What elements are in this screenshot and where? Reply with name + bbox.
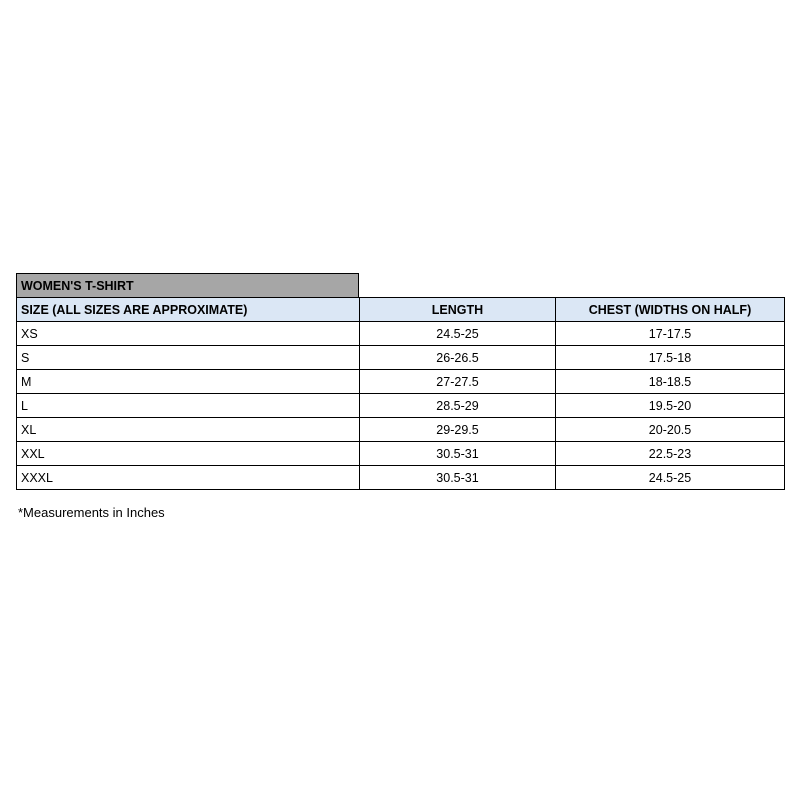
table-title: WOMEN'S T-SHIRT	[16, 273, 359, 297]
table-header-row	[17, 298, 785, 322]
table-row	[17, 466, 785, 490]
cell-chest: 17.5-18	[556, 346, 785, 370]
size-chart-table	[16, 297, 785, 490]
cell-chest: 19.5-20	[556, 394, 785, 418]
cell-length: 30.5-31	[360, 466, 556, 490]
table-row	[17, 322, 785, 346]
cell-size: L	[17, 394, 360, 418]
cell-chest: 20-20.5	[556, 418, 785, 442]
cell-size: XXXL	[17, 466, 360, 490]
cell-size: XL	[17, 418, 360, 442]
cell-size: S	[17, 346, 360, 370]
table-row	[17, 370, 785, 394]
cell-length: 29-29.5	[360, 418, 556, 442]
cell-chest: 17-17.5	[556, 322, 785, 346]
header-size: SIZE (ALL SIZES ARE APPROXIMATE)	[17, 298, 360, 322]
table-row	[17, 346, 785, 370]
cell-length: 24.5-25	[360, 322, 556, 346]
table-row	[17, 442, 785, 466]
cell-length: 30.5-31	[360, 442, 556, 466]
header-chest: CHEST (WIDTHS ON HALF)	[556, 298, 785, 322]
cell-chest: 22.5-23	[556, 442, 785, 466]
table-row	[17, 418, 785, 442]
cell-length: 26-26.5	[360, 346, 556, 370]
table-row	[17, 394, 785, 418]
cell-chest: 24.5-25	[556, 466, 785, 490]
cell-length: 27-27.5	[360, 370, 556, 394]
cell-length: 28.5-29	[360, 394, 556, 418]
header-length: LENGTH	[360, 298, 556, 322]
cell-size: XS	[17, 322, 360, 346]
cell-chest: 18-18.5	[556, 370, 785, 394]
footnote: *Measurements in Inches	[18, 505, 165, 520]
cell-size: M	[17, 370, 360, 394]
cell-size: XXL	[17, 442, 360, 466]
